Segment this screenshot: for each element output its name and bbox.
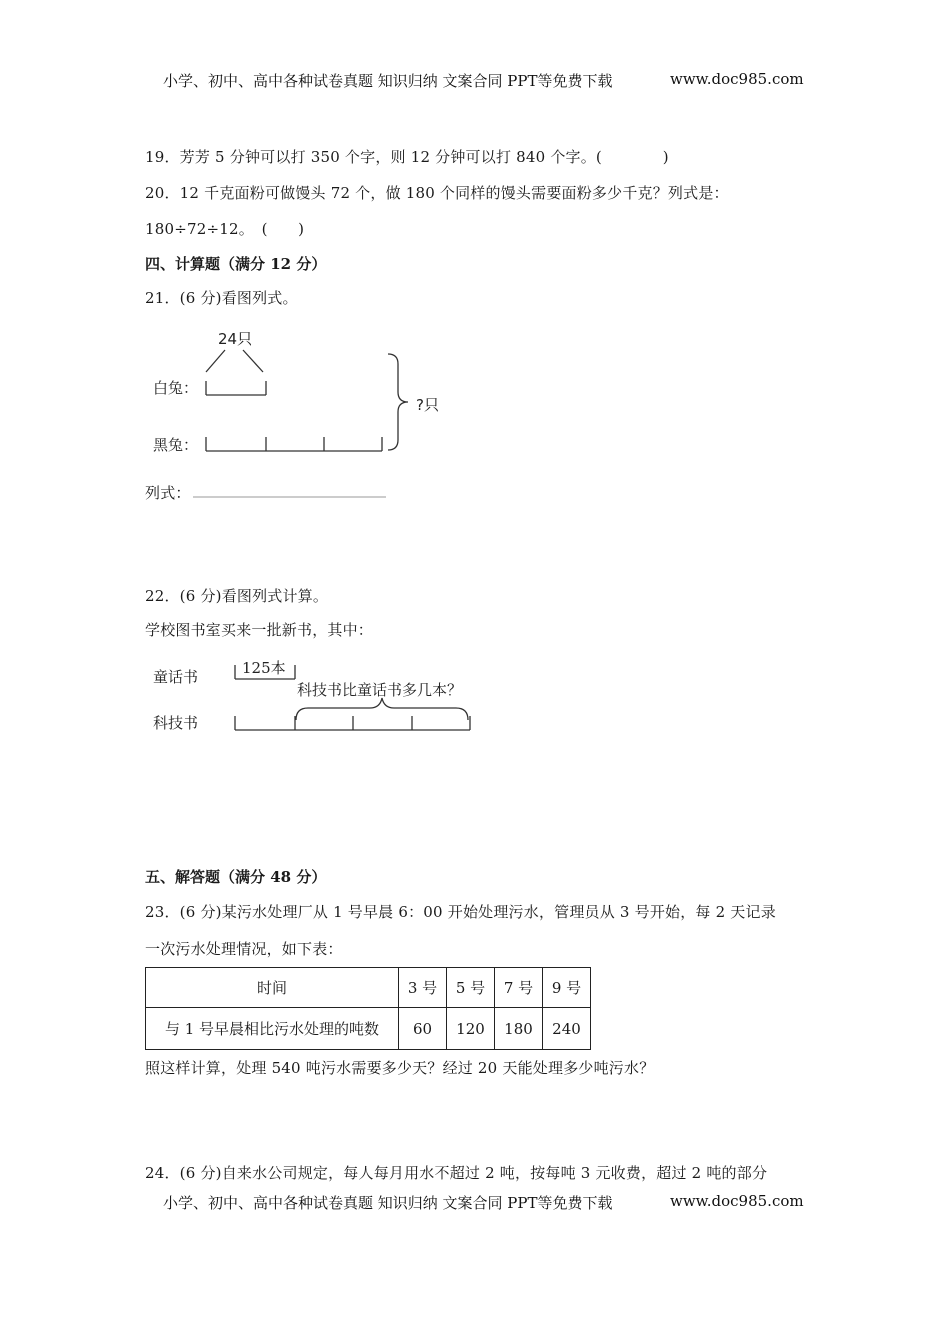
q23-table (145, 967, 591, 1050)
question-20-line1: 20．12 千克面粉可做馒头 72 个，做 180 个同样的馒头需要面粉多少千克？列式是： (145, 184, 729, 202)
table-cell: 7 号 (495, 968, 543, 1008)
table-row (146, 1008, 591, 1050)
table-cell: 与 1 号早晨相比污水处理的吨数 (146, 1008, 399, 1050)
q21-answer-label: 列式： (145, 484, 191, 502)
table-cell: 120 (447, 1008, 495, 1050)
q21-top-label: 24只 (218, 330, 253, 348)
q22-brace (296, 698, 468, 720)
question-24-line1: 24．(6 分)自来水公司规定，每人每月用水不超过 2 吨，按每吨 3 元收费，超过 2 吨的部分 (145, 1164, 768, 1182)
table-cell: 60 (399, 1008, 447, 1050)
q22-fairy-label: 童话书 (153, 668, 199, 686)
question-21: 21．(6 分)看图列式。 (145, 289, 298, 307)
question-23-line2: 一次污水处理情况，如下表： (145, 940, 343, 958)
table-cell: 时间 (146, 968, 399, 1008)
q22-intro: 学校图书室买来一批新书，其中： (145, 621, 374, 639)
q21-brace (388, 354, 408, 450)
q22-fairy-value: 125本 (242, 659, 286, 677)
question-22: 22．(6 分)看图列式计算。 (145, 587, 329, 605)
table-header-row (146, 968, 591, 1008)
q23-question: 照这样计算，处理 540 吨污水需要多少天？经过 20 天能处理多少吨污水？ (145, 1059, 655, 1077)
q21-branch-left (206, 350, 225, 372)
q21-black-label: 黑兔： (153, 436, 199, 454)
table-cell: 9 号 (543, 968, 591, 1008)
question-23-line1: 23．(6 分)某污水处理厂从 1 号早晨 6：00 开始处理污水，管理员从 3 号开始，每 2 天记录 (145, 903, 776, 921)
table-cell: 3 号 (399, 968, 447, 1008)
section-5-title: 五、解答题（满分 48 分） (145, 868, 327, 886)
header-text: 小学、初中、高中各种试卷真题 知识归纳 文案合同 PPT等免费下载 (163, 72, 613, 90)
question-20-line2: 180÷72÷12。 ( ) (145, 220, 305, 238)
footer-text: 小学、初中、高中各种试卷真题 知识归纳 文案合同 PPT等免费下载 (163, 1194, 613, 1212)
q22-question: 科技书比童话书多几本？ (297, 681, 463, 699)
section-4-title: 四、计算题（满分 12 分） (145, 255, 327, 273)
table-cell: 240 (543, 1008, 591, 1050)
q21-branch-right (243, 350, 263, 372)
table-cell: 5 号 (447, 968, 495, 1008)
q21-total-label: ?只 (416, 396, 439, 414)
table-cell: 180 (495, 1008, 543, 1050)
header-url[interactable]: www.doc985.com (670, 70, 804, 88)
q21-white-label: 白兔： (153, 379, 199, 397)
footer-url[interactable]: www.doc985.com (670, 1192, 804, 1210)
question-19: 19．芳芳 5 分钟可以打 350 个字，则 12 分钟可以打 840 个字。( ) (145, 148, 669, 166)
q22-science-label: 科技书 (153, 714, 199, 732)
